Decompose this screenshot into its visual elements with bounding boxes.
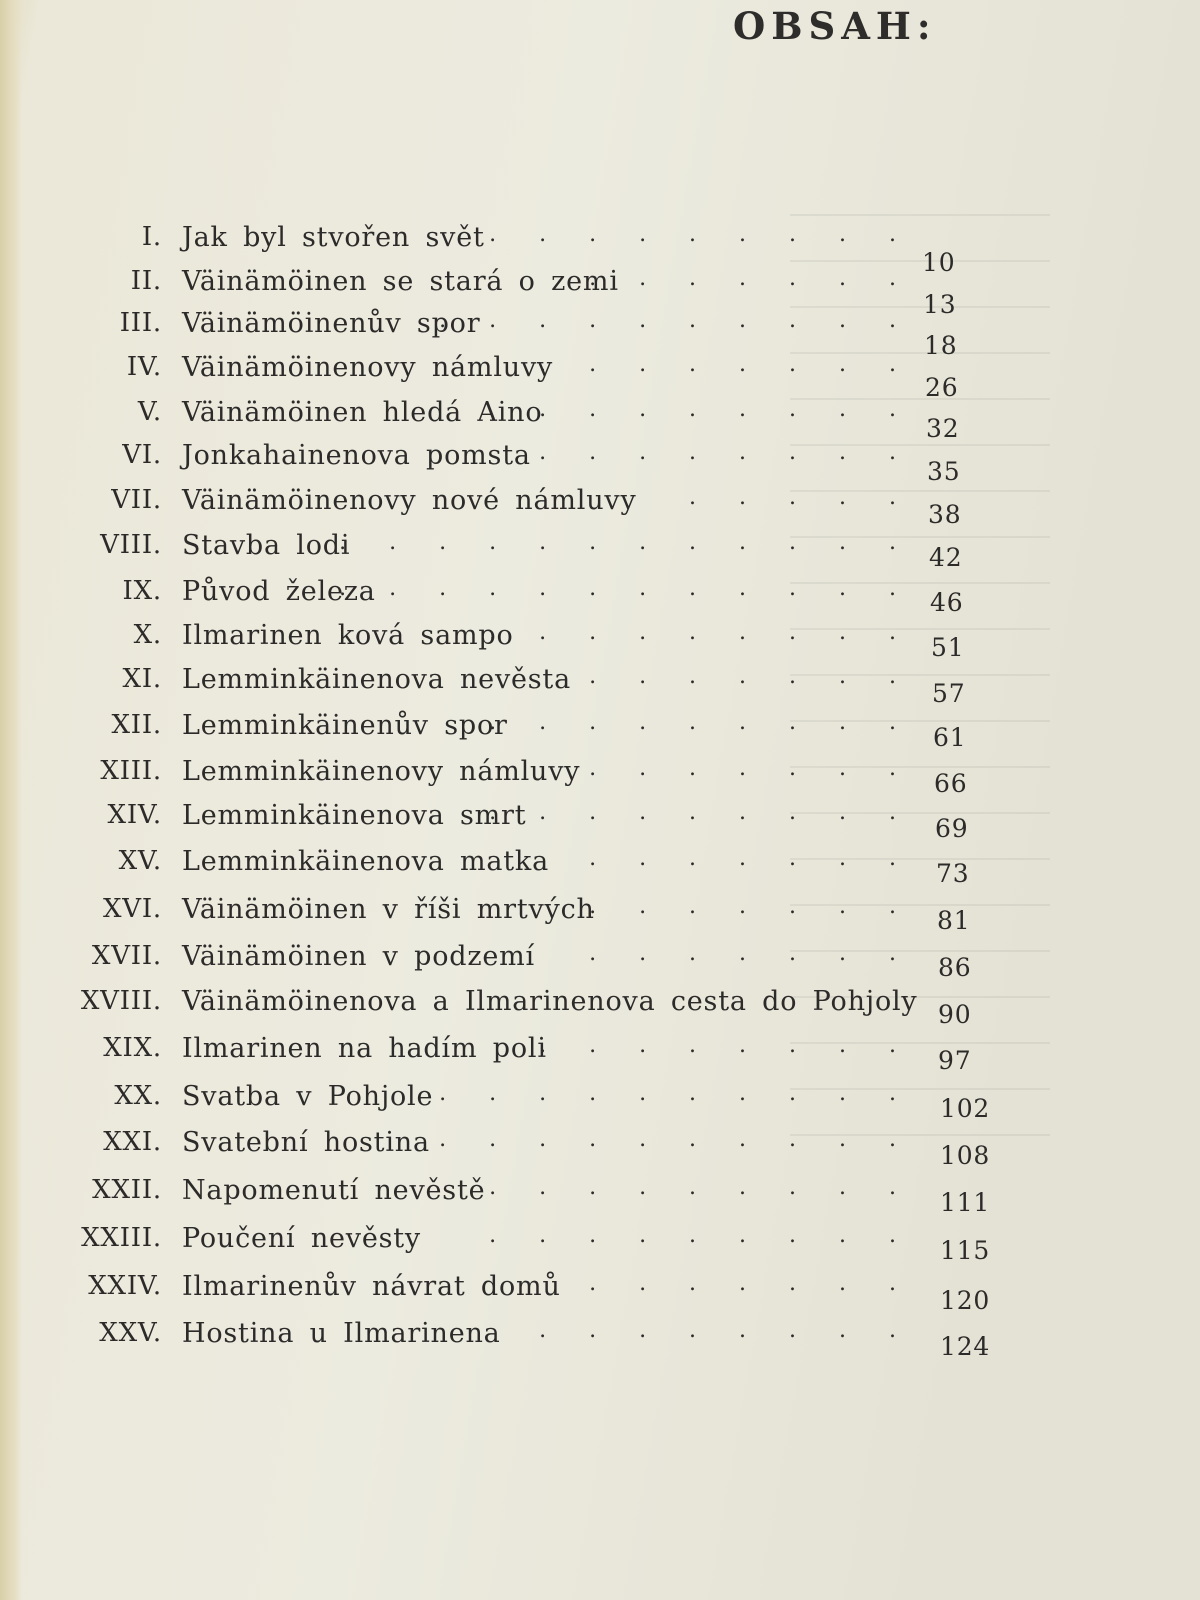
page-number: 42 — [929, 543, 963, 572]
chapter-title: Lemminkäinenova smrt — [182, 800, 527, 831]
page-title: OBSAH: — [733, 4, 937, 48]
toc-entry — [0, 1175, 1200, 1215]
page-number: 86 — [938, 953, 972, 982]
page-number: 57 — [932, 679, 966, 708]
chapter-title: Svatební hostina — [182, 1127, 430, 1158]
chapter-title: Lemminkäinenova nevěsta — [182, 664, 571, 695]
toc-entry — [0, 530, 1200, 570]
chapter-number: XVIII. — [80, 986, 162, 1016]
page-number: 97 — [938, 1046, 972, 1075]
page-number: 13 — [923, 290, 957, 319]
dot-leader: . . . . . . . . — [539, 352, 914, 377]
dot-leader: . . . . . . . . . . — [439, 1081, 914, 1106]
page-number: 111 — [940, 1188, 991, 1217]
chapter-number: XIII. — [100, 756, 162, 786]
dot-leader: . . . . . . . . . . — [439, 1127, 914, 1152]
dot-leader: . . . . . . . . — [539, 1033, 914, 1058]
page-number: 10 — [922, 248, 956, 277]
chapter-title: Väinämöinen hledá Aino — [182, 397, 543, 428]
page-number: 38 — [928, 500, 962, 529]
chapter-number: VI. — [122, 440, 162, 470]
dot-leader: . . . . . . . . . — [489, 710, 914, 735]
toc-entry — [0, 576, 1200, 616]
chapter-number: XXIII. — [81, 1223, 162, 1253]
chapter-number: IX. — [122, 576, 162, 606]
page-number: 73 — [936, 859, 970, 888]
page-number: 66 — [934, 769, 968, 798]
toc-entry — [0, 1271, 1200, 1315]
chapter-number: XIV. — [107, 800, 162, 830]
toc-entry — [0, 1318, 1200, 1361]
chapter-title: Stavba lodi — [182, 530, 351, 561]
chapter-title: Väinämöinen v říši mrtvých — [182, 894, 595, 925]
dot-leader: . . . . . . . — [589, 756, 914, 781]
toc-entry — [0, 710, 1200, 750]
chapter-title: Ilmarinenův návrat domů — [182, 1271, 561, 1302]
chapter-number: VII. — [111, 485, 162, 515]
page-number: 115 — [940, 1236, 991, 1265]
toc-entry — [0, 440, 1200, 486]
dot-leader: . . . . . . . . — [539, 397, 914, 422]
chapter-number: XVI. — [102, 894, 162, 924]
toc-entry — [0, 756, 1200, 796]
chapter-title: Svatba v Pohjole — [182, 1081, 434, 1112]
chapter-title: Jonkahainenova pomsta — [182, 440, 531, 471]
chapter-number: XI. — [122, 664, 162, 694]
toc-entry — [0, 620, 1200, 660]
toc-entry — [0, 846, 1200, 886]
toc-entry — [0, 485, 1200, 529]
chapter-number: XV. — [118, 846, 162, 876]
dot-leader: . . . . . . . — [589, 266, 914, 291]
toc-entry — [0, 1223, 1200, 1263]
toc-entry — [0, 266, 1200, 319]
toc-entry — [0, 664, 1200, 708]
dot-leader: . . . . . . . . . — [489, 1175, 914, 1200]
chapter-title: Lemminkäinenova matka — [182, 846, 549, 877]
page-number: 108 — [940, 1141, 991, 1170]
chapter-title: Väinämöinenova a Ilmarinenova cesta do Pohjoly — [182, 986, 918, 1017]
chapter-number: II. — [130, 266, 162, 296]
page-number: 102 — [940, 1094, 991, 1123]
page-number: 124 — [940, 1332, 991, 1361]
dot-leader: . . . . . . . . . . — [439, 308, 914, 333]
dot-leader: . . . . . . . . . — [489, 800, 914, 825]
page-number: 51 — [931, 633, 965, 662]
chapter-title: Väinämöinenův spor — [182, 308, 481, 339]
page-number: 35 — [927, 457, 961, 486]
chapter-title: Napomenutí nevěstě — [182, 1175, 486, 1206]
toc-entry — [0, 222, 1200, 277]
page-number: 18 — [924, 331, 958, 360]
toc-entry — [0, 800, 1200, 843]
toc-entry — [0, 941, 1200, 981]
page-number: 26 — [925, 373, 959, 402]
chapter-number: XIX. — [103, 1033, 162, 1063]
page-number: 81 — [937, 906, 971, 935]
dot-leader: . . . . . . . . . — [489, 1223, 914, 1248]
page-number: 32 — [926, 414, 960, 443]
dot-leader: . . . . . . . — [589, 846, 914, 871]
page-number: 69 — [935, 814, 969, 843]
chapter-title: Lemminkäinenův spor — [182, 710, 508, 741]
chapter-number: V. — [137, 397, 162, 427]
dot-leader: . . . . . . . . . — [489, 222, 914, 247]
toc-entry — [0, 1127, 1200, 1170]
dot-leader: . . . . . . . . . . . . — [339, 576, 914, 601]
toc-entry — [0, 352, 1200, 402]
toc-entry — [0, 986, 1200, 1029]
dot-leader: . . . . . . . . . — [489, 620, 914, 645]
toc-entry — [0, 1033, 1200, 1073]
chapter-title: Jak byl stvořen svět — [182, 222, 485, 253]
chapter-number: XII. — [111, 710, 162, 740]
toc-entry — [0, 308, 1200, 360]
chapter-title: Väinämöinen se stará o zemi — [182, 266, 619, 297]
page-number: 61 — [933, 723, 967, 752]
chapter-number: XXV. — [99, 1318, 162, 1348]
chapter-number: VIII. — [100, 530, 162, 560]
chapter-title: Hostina u Ilmarinena — [182, 1318, 501, 1349]
chapter-number: XXII. — [92, 1175, 162, 1205]
chapter-number: III. — [119, 308, 162, 338]
dot-leader: . . . . . — [689, 485, 914, 510]
page-number: 46 — [930, 588, 964, 617]
chapter-number: X. — [133, 620, 162, 650]
dot-leader: . . . . . . . — [589, 894, 914, 919]
chapter-title: Původ železa — [182, 576, 376, 607]
chapter-number: XXIV. — [88, 1271, 162, 1301]
chapter-title: Väinämöinenovy námluvy — [182, 352, 554, 383]
toc-entry — [0, 1081, 1200, 1121]
chapter-number: XX. — [114, 1081, 162, 1111]
dot-leader: . . . . . . . — [589, 941, 914, 966]
dot-leader: . . . . . . . . — [539, 1318, 914, 1343]
chapter-title: Ilmarinen ková sampo — [182, 620, 514, 651]
chapter-number: XVII. — [91, 941, 162, 971]
chapter-title: Väinämöinenovy nové námluvy — [182, 485, 637, 516]
dot-leader: . . . . . . . . . . . . — [339, 530, 914, 555]
toc-entry — [0, 894, 1200, 934]
chapter-title: Poučení nevěsty — [182, 1223, 421, 1254]
chapter-title: Ilmarinen na hadím poli — [182, 1033, 547, 1064]
dot-leader: . . . . . . . — [589, 1271, 914, 1296]
toc-entry — [0, 397, 1200, 443]
chapter-title: Väinämöinen v podzemí — [182, 941, 535, 972]
dot-leader: . . . . . . . . — [539, 440, 914, 465]
chapter-number: XXI. — [103, 1127, 162, 1157]
dot-leader: . . . . . . . — [589, 664, 914, 689]
chapter-number: I. — [141, 222, 162, 252]
chapter-title: Lemminkäinenovy námluvy — [182, 756, 581, 787]
chapter-number: IV. — [126, 352, 162, 382]
page-number: 90 — [938, 1000, 972, 1029]
page-number: 120 — [940, 1286, 991, 1315]
